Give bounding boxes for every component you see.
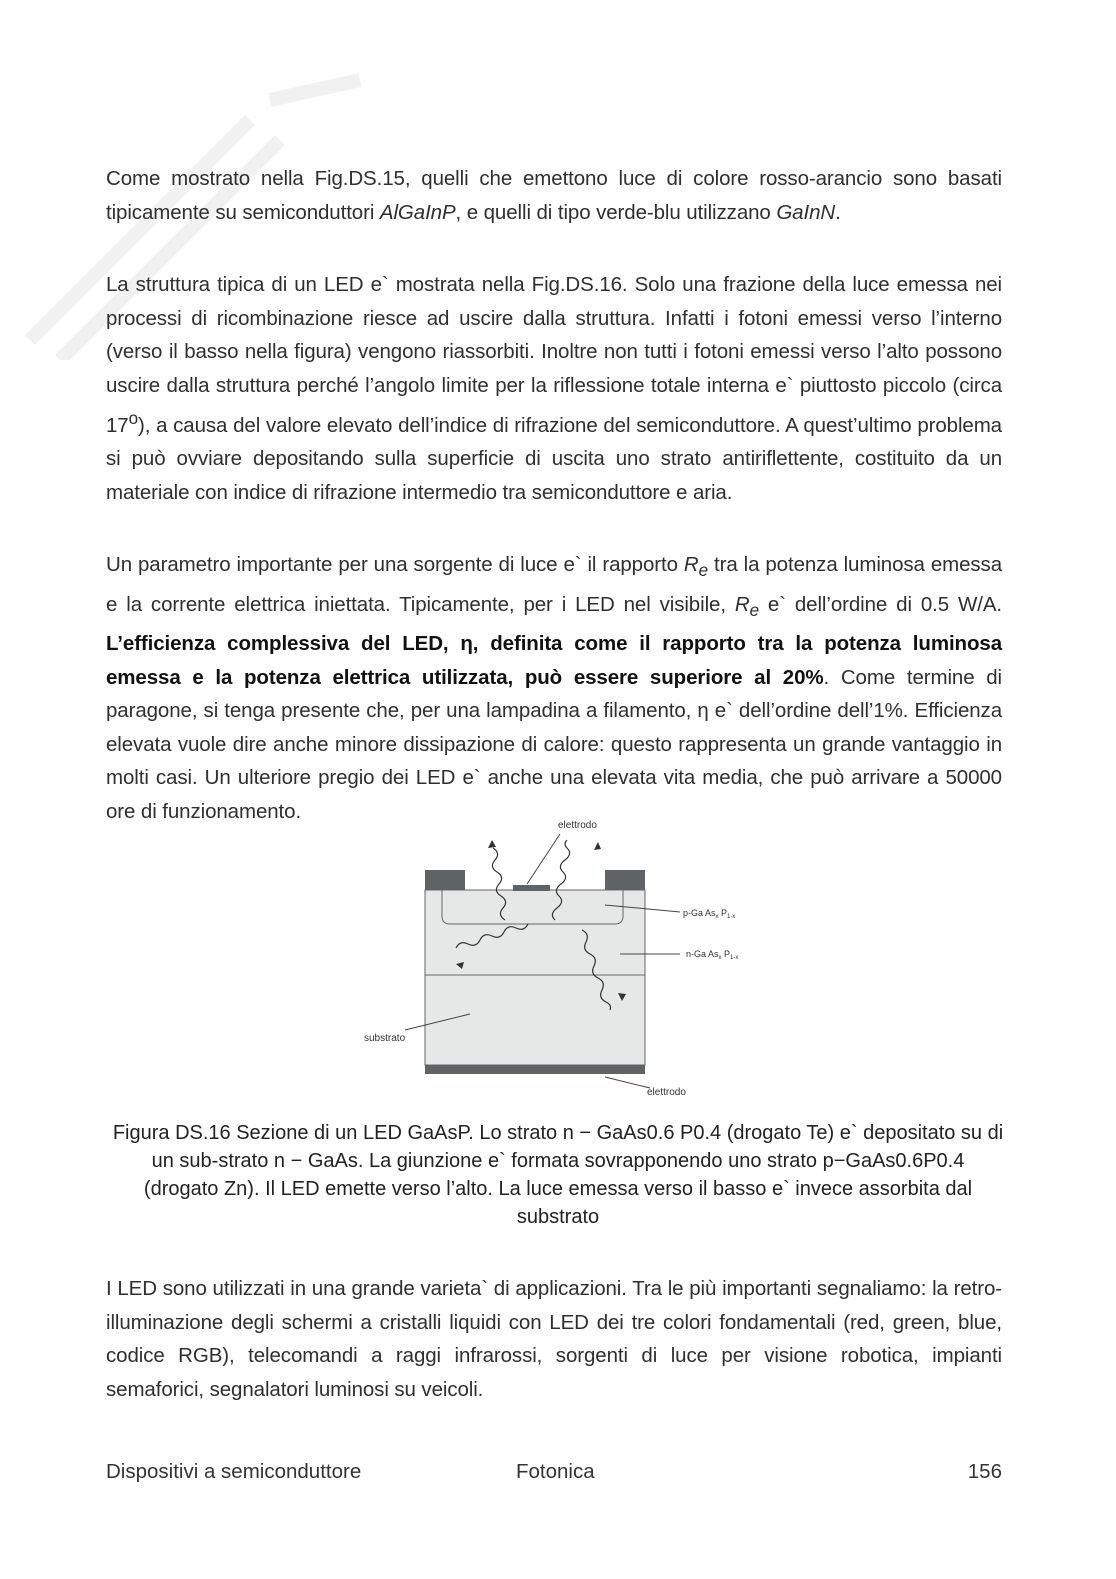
- figure-caption: Figura DS.16 Sezione di un LED GaAsP. Lo strato n − GaAs0.6 P0.4 (drogato Te) e` depositato su di un sub-strato n − GaAs. La giunzione e` formata sovrapponendo uno strato p−GaAs0.6P0.4 (drogato Zn). Il LED emette verso l’alto. La luce emessa verso il basso e` invece assorbita dal substrato: [112, 1122, 1004, 1228]
- page-number: 156: [967, 1460, 1002, 1483]
- bottom-electrode: [425, 1065, 645, 1074]
- paragraph-led-materials: Come mostrato nella Fig.DS.15, quelli che emettono luce di colore rosso-arancio sono basati tipicamente su semiconduttori AlGaInP, e quelli di tipo verde-blu utilizzano GaInN.: [106, 167, 1002, 224]
- led-cross-section-figure: [350, 812, 770, 1107]
- paragraph-led-efficiency: Un parametro importante per una sorgente di luce e` il rapporto $R_e$ tra la potenza luminosa emessa e la corrente elettrica iniettata. Tipicamente, per i LED nel visibile, $R_e$ e` dell’ordine di 0.5 W/A. L’efficienza complessiva del LED, η, definita come il rapporto tra la potenza luminosa emessa e la potenza elettrica utilizzata, può essere superiore al 20%. Come termine di paragone, si tenga presente che, per una lampadina a filamento, η e` dell’ordine dell’1%. Efficienza elevata vuole dire anche minore dissipazione di calore: questo rappresenta un grande vantaggio in molti casi. Un ulteriore pregio dei LED e` anche una elevata vita media, che può arrivare a 50000 ore di funzionamento.: [106, 553, 1003, 823]
- label-top-electrode: elettrodo: [558, 820, 597, 831]
- top-contact-right: [605, 870, 645, 890]
- label-substrate: substrato: [364, 1033, 406, 1044]
- paragraph-led-structure: La struttura tipica di un LED e` mostrata nella Fig.DS.16. Solo una frazione della luce emessa nei processi di ricombinazione riesce ad uscire dalla struttura. Infatti i fotoni emessi verso l’interno (verso il basso nella figura) vengono riassorbiti. Inoltre non tutti i fotoni emessi verso l’alto possono uscire dalla struttura perché l’angolo limite per la riflessione totale interna e` piuttosto piccolo (circa 17$^o$), a causa del valore elevato dell’indice di rifrazione del semiconduttore. A quest’ultimo problema si può ovviare depositando sulla superficie di uscita uno strato antiriflettente, costituito da un materiale con indice di rifrazione intermedio tra semiconduttore e aria.: [106, 273, 1002, 504]
- paragraph-led-applications: I LED sono utilizzati in una grande varieta` di applicazioni. Tra le più importanti segnaliamo: la retro-illuminazione degli schermi a cristalli liquidi con LED dei tre colori fondamentali (red, green, blue, codice RGB), telecomandi a raggi infrarossi, sorgenti di luce per visione robotica, impianti semaforici, segnalatori luminosi su veicoli.: [106, 1277, 1002, 1401]
- footer-section: Fotonica: [516, 1460, 595, 1483]
- semiconductor-body: [425, 890, 645, 1065]
- top-contact-left: [425, 870, 465, 890]
- top-electrode-center: [513, 885, 550, 891]
- label-p-layer: p-Ga $As_x$ $P_{1-x}$: [683, 908, 736, 920]
- leader-bottom-electrode: [605, 1077, 650, 1088]
- arrowhead-up-left: [488, 840, 496, 848]
- label-bottom-electrode: elettrodo: [647, 1087, 686, 1098]
- arrowhead-up-right: [594, 842, 601, 850]
- label-n-layer: n-Ga $As_x$ $P_{1-x}$: [686, 949, 739, 961]
- footer-chapter: Dispositivi a semiconduttore: [106, 1460, 362, 1483]
- leader-top-electrode: [527, 834, 560, 884]
